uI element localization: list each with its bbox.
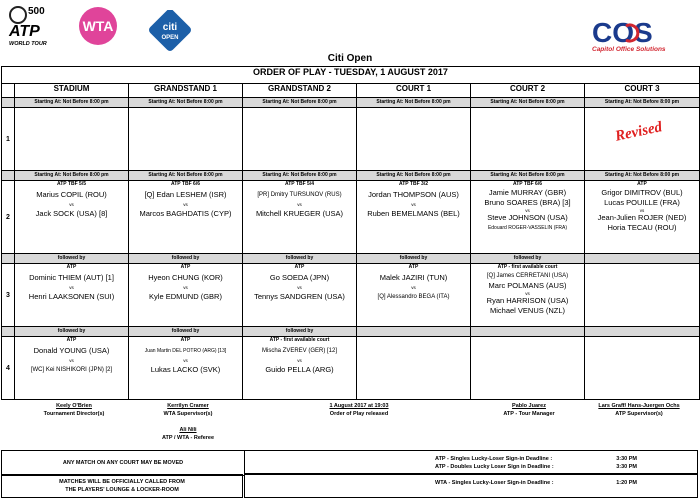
match-type: ATP TBF 5/4 (285, 181, 314, 187)
slot-start-label: Starting At: Not Before 8:00 pm (129, 171, 243, 181)
player: Jordan THOMPSON (AUS) (368, 190, 459, 199)
note-called-box (1, 474, 243, 498)
slot-start-label: Starting At: Not Before 8:00 pm (15, 98, 129, 108)
match-row (2, 181, 700, 254)
footer (1, 402, 699, 500)
signature-role: Tournament Director(s) (43, 411, 105, 417)
signature-wta-supervisor (133, 402, 243, 442)
match-cell (243, 337, 357, 400)
signature-atp-supervisor (584, 402, 694, 418)
slot-start-label: followed by (243, 254, 357, 264)
logo-bar (0, 0, 700, 52)
player: Donald YOUNG (USA) (33, 346, 110, 355)
signature-name: Lars Graff/ Hans-Juergen Ochs (598, 403, 680, 409)
slot-start-label: Starting At: Not Before 8:00 pm (357, 98, 471, 108)
revised-stamp: Revised (613, 119, 664, 145)
signature-name: Keely O'Brien (56, 403, 92, 409)
player: Mitchell KRUEGER (USA) (255, 209, 344, 218)
note-called-line1: MATCHES WILL BE OFFICIALLY CALLED FROM (59, 479, 185, 485)
court-header: GRANDSTAND 1 (129, 84, 243, 98)
signature-atp-tour-manager (474, 402, 584, 418)
player: Bruno SOARES (BRA) [3] (484, 198, 571, 207)
slot-header-blank (2, 254, 15, 264)
slot-start-label: Starting At: Not Before 8:00 pm (357, 171, 471, 181)
match-cell (129, 337, 243, 400)
slot-start-label: followed by (129, 327, 243, 337)
row-number: 2 (2, 181, 15, 254)
match-cell (357, 337, 471, 400)
slot-header-row (2, 327, 700, 337)
slot-start-label: Starting At: Not Before 8:00 pm (471, 171, 585, 181)
match-cell (15, 337, 129, 400)
svg-text:citi: citi (162, 22, 178, 33)
match-cell (243, 108, 357, 171)
order-of-play-table (1, 66, 700, 400)
wta-deadlines-box (244, 474, 698, 498)
match-cell (15, 108, 129, 171)
player: Kyle EDMUND (GBR) (149, 292, 222, 301)
vs-label: vs (411, 285, 416, 290)
signature-name: Pablo Juarez (512, 403, 546, 409)
vs-label: vs (297, 202, 302, 207)
svg-text:OPEN: OPEN (161, 35, 179, 41)
match-row (2, 337, 700, 400)
signature-tournament-director (19, 402, 129, 418)
citi-open-logo (148, 10, 194, 54)
vs-label: vs (183, 285, 188, 290)
slot-start-label: followed by (129, 254, 243, 264)
player: Michael VENUS (NZL) (489, 306, 565, 315)
player: Guido PELLA (ARG) (265, 365, 334, 374)
player: Marius COPIL (ROU) (36, 190, 107, 199)
player: Jean-Julien ROJER (NED) (597, 213, 687, 222)
slot-start-label: Starting At: Not Before 8:00 pm (585, 171, 700, 181)
svg-text:500: 500 (28, 6, 45, 17)
referee-name: Ali Nili (179, 427, 197, 433)
match-cell (129, 264, 243, 327)
player: Lukas LACKO (SVK) (150, 365, 221, 374)
player: Malek JAZIRI (TUN) (379, 273, 448, 282)
match-type: ATP (66, 337, 77, 343)
match-cell (129, 181, 243, 254)
match-cell (357, 181, 471, 254)
slot-start-label: followed by (15, 254, 129, 264)
slot-start-label: Starting At: Not Before 8:00 pm (243, 171, 357, 181)
slot-header-row (2, 254, 700, 264)
court-header: GRANDSTAND 2 (243, 84, 357, 98)
deadline-line: WTA - Singles Lucky-Loser Sign-in Deadline : 1:20 PM (435, 480, 637, 486)
slot-start-label (585, 254, 700, 264)
player: [PR] Dmitry TURSUNOV (RUS) (257, 192, 342, 198)
vs-label: vs (69, 358, 74, 363)
signature-name: Kerrilyn Cramer (167, 403, 209, 409)
release-label: Order of Play released (329, 411, 389, 417)
vs-label: vs (525, 291, 530, 296)
match-cell (15, 181, 129, 254)
player: Go SOEDA (JPN) (269, 273, 330, 282)
vs-label: vs (69, 202, 74, 207)
note-moved: ANY MATCH ON ANY COURT MAY BE MOVED (62, 460, 184, 466)
match-cell (585, 264, 700, 327)
player: Steve JOHNSON (USA) (487, 213, 568, 222)
match-type: ATP (637, 181, 647, 187)
vs-label: vs (411, 202, 416, 207)
vs-label: vs (69, 285, 74, 290)
match-row (2, 108, 700, 171)
match-type: ATP (294, 264, 305, 270)
match-type: ATP (180, 264, 191, 270)
match-cell (585, 108, 700, 171)
player: Edouard ROGER-VASSELIN (FRA) (487, 225, 568, 231)
player: Marcos BAGHDATIS (CYP) (139, 209, 232, 218)
court-header: STADIUM (15, 84, 129, 98)
slot-start-label: Starting At: Not Before 8:00 pm (585, 98, 700, 108)
vs-label: vs (525, 208, 530, 213)
atp-deadlines-box (244, 450, 698, 474)
signature-role: ATP Supervisor(s) (615, 411, 663, 417)
court-header: COURT 1 (357, 84, 471, 98)
match-cell (129, 108, 243, 171)
vs-label: vs (297, 358, 302, 363)
slot-start-label (471, 327, 585, 337)
player: Jack SOCK (USA) [8] (35, 209, 108, 218)
match-type: ATP (408, 264, 419, 270)
vs-label: vs (639, 208, 645, 213)
note-moved-box (1, 450, 245, 476)
match-cell (585, 181, 700, 254)
match-type: ATP (66, 264, 77, 270)
match-type: ATP TBF 5/5 (57, 181, 86, 187)
slot-start-label: Starting At: Not Before 8:00 pm (129, 98, 243, 108)
match-row (2, 264, 700, 327)
match-type: ATP TBF 3/2 (399, 181, 428, 187)
player: [Q] Edan LESHEM (ISR) (144, 190, 227, 199)
svg-text:WORLD TOUR: WORLD TOUR (9, 41, 47, 47)
player: [Q] James CERRETANI (USA) (486, 273, 569, 279)
slot-header-blank (2, 171, 15, 181)
slot-start-label: followed by (471, 254, 585, 264)
player: Mischa ZVEREV (GER) [12] (261, 348, 338, 354)
player: Ruben BEMELMANS (BEL) (367, 209, 460, 218)
deadline-line: ATP - Doubles Lucky Loser Sign in Deadline : 3:30 PM (435, 464, 637, 470)
slot-header-row (2, 171, 700, 181)
slot-start-label (357, 327, 471, 337)
vs-label: vs (183, 202, 188, 207)
match-cell (357, 264, 471, 327)
player: Dominic THIEM (AUT) [1] (29, 273, 114, 282)
vs-label: vs (183, 358, 188, 363)
match-cell (471, 108, 585, 171)
slot-start-label: followed by (357, 254, 471, 264)
slot-start-label (585, 327, 700, 337)
match-cell (471, 337, 585, 400)
match-type: ATP TBF 6/6 (171, 181, 200, 187)
svg-text:ATP: ATP (9, 23, 40, 40)
match-type: ATP - first available court (497, 264, 558, 270)
svg-text:COS: COS (592, 17, 653, 48)
release-time: 1 August 2017 at 19:03 (329, 403, 389, 409)
court-header-blank (2, 84, 15, 98)
signature-role: ATP - Tour Manager (503, 411, 555, 417)
slot-header-blank (2, 98, 15, 108)
vs-label: vs (297, 285, 302, 290)
match-cell (585, 337, 700, 400)
deadline-line: ATP - Singles Lucky-Loser Sign-in Deadline : 3:30 PM (435, 456, 637, 462)
order-of-play-banner: ORDER OF PLAY - TUESDAY, 1 AUGUST 2017 (2, 67, 700, 84)
row-number: 3 (2, 264, 15, 327)
svg-text:Capitol Office Solutions: Capitol Office Solutions (592, 46, 666, 53)
court-header: COURT 2 (471, 84, 585, 98)
event-title: Citi Open (327, 53, 373, 64)
player: [WC] Kei NISHIKORI (JPN) [2] (30, 367, 113, 373)
row-number: 4 (2, 337, 15, 400)
slot-start-label: followed by (15, 327, 129, 337)
slot-header-row (2, 98, 700, 108)
match-type: ATP - first available court (269, 337, 330, 343)
player: [Q] Alessandro BEGA (ITA) (377, 294, 450, 300)
slot-start-label: Starting At: Not Before 8:00 pm (471, 98, 585, 108)
slot-start-label: Starting At: Not Before 8:00 pm (15, 171, 129, 181)
player: Jamie MURRAY (GBR) (488, 188, 567, 197)
signature-release-time (304, 402, 414, 418)
match-cell (357, 108, 471, 171)
match-cell (243, 264, 357, 327)
slot-start-label: followed by (243, 327, 357, 337)
svg-text:WTA: WTA (82, 18, 114, 34)
match-type: ATP TBF 6/6 (513, 181, 542, 187)
match-cell (15, 264, 129, 327)
player: Lucas POUILLE (FRA) (604, 198, 680, 207)
player: Tennys SANDGREN (USA) (254, 292, 345, 301)
match-cell (243, 181, 357, 254)
player: Marc POLMANS (AUS) (488, 281, 567, 290)
atp-logo (4, 3, 56, 49)
player: Hyeon CHUNG (KOR) (148, 273, 223, 282)
row-number: 1 (2, 108, 15, 171)
wta-logo (70, 6, 126, 46)
signature-role: WTA Supervisor(s) (163, 411, 213, 417)
player: Grigor DIMITROV (BUL) (601, 188, 683, 197)
slot-header-blank (2, 327, 15, 337)
match-type: ATP (180, 337, 191, 343)
court-header: COURT 3 (585, 84, 700, 98)
notes-area (1, 450, 699, 500)
note-called-line2: THE PLAYERS' LOUNGE & LOCKER-ROOM (65, 487, 179, 493)
match-cell (471, 181, 585, 254)
slot-start-label: Starting At: Not Before 8:00 pm (243, 98, 357, 108)
player: Ryan HARRISON (USA) (486, 296, 569, 305)
player: Henri LAAKSONEN (SUI) (28, 292, 115, 301)
match-cell (471, 264, 585, 327)
player: Juan Martin DEL POTRO (ARG) [13] (144, 348, 227, 354)
referee-role: ATP / WTA - Referee (161, 435, 215, 441)
cos-logo (590, 14, 696, 54)
player: Horia TECAU (ROU) (607, 223, 677, 232)
court-header-row (2, 84, 700, 98)
